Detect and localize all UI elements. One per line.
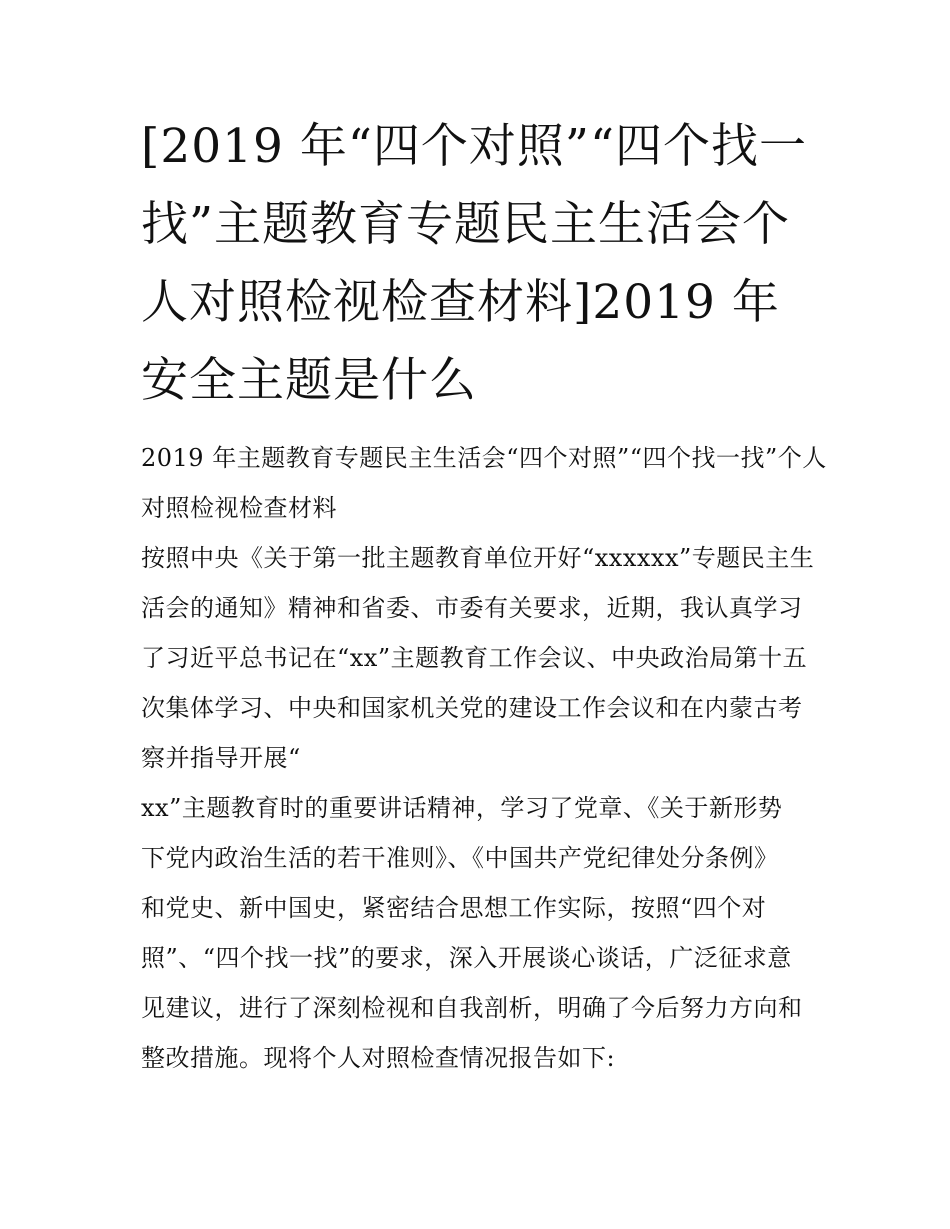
body-line: 整改措施。现将个人对照检查情况报告如下: [141,1044,616,1072]
document-body [141,433,827,1083]
body-line: 2019 年主题教育专题民主生活会“四个对照”“四个找一找”个人 [141,444,827,472]
body-line: 照”、“四个找一找”的要求，深入开展谈心谈话，广泛征求意 [141,944,792,972]
body-line: xx”主题教育时的重要讲话精神，学习了党章、《关于新形势 [141,794,783,822]
body-line: 次集体学习、中央和国家机关党的建设工作会议和在内蒙古考 [141,694,803,722]
title-line: [2019 年“四个对照”“四个找一 [141,119,807,174]
title-line: 人对照检视检查材料]2019 年 [141,275,780,330]
body-line: 活会的通知》精神和省委、市委有关要求，近期，我认真学习 [141,594,803,622]
body-line: 和党史、新中国史，紧密结合思想工作实际，按照“四个对 [141,894,767,922]
body-line: 下党内政治生活的若干准则》、《中国共产党纪律处分条例》 [141,844,779,872]
title-line: 安全主题是什么 [141,353,477,408]
body-line: 察并指导开展“ [141,744,301,772]
document-title [141,108,821,420]
body-line: 对照检视检查材料 [141,494,337,522]
body-line: 见建议，进行了深刻检视和自我剖析，明确了今后努力方向和 [141,994,803,1022]
body-line: 按照中央《关于第一批主题教育单位开好“xxxxxx”专题民主生 [141,544,815,572]
body-line: 了习近平总书记在“xx”主题教育工作会议、中央政治局第十五 [141,644,808,672]
title-line: 找”主题教育专题民主生活会个 [141,197,791,252]
